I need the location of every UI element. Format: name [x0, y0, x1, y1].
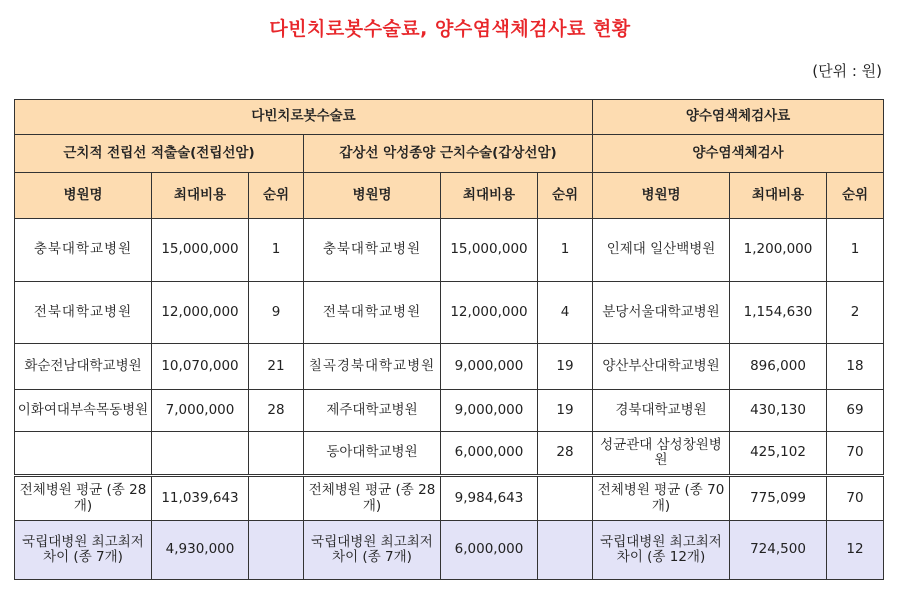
group-header-amnio: 양수염색체검사료 — [593, 100, 884, 135]
col-hospital: 병원명 — [593, 172, 730, 218]
hospital-cell: 이화여대부속목동병원 — [15, 389, 152, 431]
average-value: 775,099 — [730, 475, 827, 520]
hospital-cell: 양산부산대학교병원 — [593, 344, 730, 389]
col-rank: 순위 — [827, 172, 884, 218]
cost-cell: 1,154,630 — [730, 281, 827, 344]
gap-label: 국립대병원 최고최저 차이 (종 12개) — [593, 521, 730, 580]
table-row — [15, 219, 884, 282]
cost-cell: 1,200,000 — [730, 219, 827, 282]
rank-cell: 19 — [538, 344, 593, 389]
gap-label: 국립대병원 최고최저 차이 (종 7개) — [15, 521, 152, 580]
subheader-amnio: 양수염색체검사 — [593, 135, 884, 172]
cost-cell: 896,000 — [730, 344, 827, 389]
average-rank — [538, 475, 593, 520]
rank-cell: 9 — [249, 281, 304, 344]
gap-value: 6,000,000 — [441, 521, 538, 580]
rank-cell: 18 — [827, 344, 884, 389]
rank-cell: 1 — [538, 219, 593, 282]
group-header-robot: 다빈치로봇수술료 — [15, 100, 593, 135]
hospital-cell: 전북대학교병원 — [304, 281, 441, 344]
cost-cell: 10,070,000 — [152, 344, 249, 389]
gap-rank — [538, 521, 593, 580]
rank-cell — [249, 432, 304, 475]
col-hospital: 병원명 — [15, 172, 152, 218]
cost-cell: 7,000,000 — [152, 389, 249, 431]
col-max-cost: 최대비용 — [441, 172, 538, 218]
rank-cell: 19 — [538, 389, 593, 431]
col-max-cost: 최대비용 — [152, 172, 249, 218]
hospital-cell: 칠곡경북대학교병원 — [304, 344, 441, 389]
gap-label: 국립대병원 최고최저 차이 (종 7개) — [304, 521, 441, 580]
rank-cell: 28 — [538, 432, 593, 475]
col-rank: 순위 — [538, 172, 593, 218]
table-row — [15, 432, 884, 475]
cost-cell: 9,000,000 — [441, 344, 538, 389]
cost-cell: 430,130 — [730, 389, 827, 431]
gap-row — [15, 521, 884, 580]
table-row — [15, 281, 884, 344]
rank-cell: 70 — [827, 432, 884, 475]
cost-cell: 12,000,000 — [441, 281, 538, 344]
gap-rank — [249, 521, 304, 580]
average-label: 전체병원 평균 (종 28개) — [15, 475, 152, 520]
table-row — [15, 344, 884, 389]
cost-cell: 12,000,000 — [152, 281, 249, 344]
gap-value: 724,500 — [730, 521, 827, 580]
cost-cell: 425,102 — [730, 432, 827, 475]
cost-cell: 15,000,000 — [152, 219, 249, 282]
hospital-cell: 인제대 일산백병원 — [593, 219, 730, 282]
hospital-cell: 충북대학교병원 — [304, 219, 441, 282]
cost-cell: 6,000,000 — [441, 432, 538, 475]
average-value: 9,984,643 — [441, 475, 538, 520]
cost-cell: 15,000,000 — [441, 219, 538, 282]
page-title: 다빈치로봇수술료, 양수염색체검사료 현황 — [269, 18, 631, 40]
hospital-cell: 충북대학교병원 — [15, 219, 152, 282]
cost-table — [14, 99, 884, 580]
rank-cell: 2 — [827, 281, 884, 344]
col-max-cost: 최대비용 — [730, 172, 827, 218]
hospital-cell: 전북대학교병원 — [15, 281, 152, 344]
hospital-cell: 제주대학교병원 — [304, 389, 441, 431]
col-rank: 순위 — [249, 172, 304, 218]
unit-label: (단위 : 원) — [812, 62, 882, 80]
col-hospital: 병원명 — [304, 172, 441, 218]
rank-cell: 21 — [249, 344, 304, 389]
hospital-cell: 동아대학교병원 — [304, 432, 441, 475]
subheader-thyroid: 갑상선 악성종양 근치수술(갑상선암) — [304, 135, 593, 172]
average-value: 11,039,643 — [152, 475, 249, 520]
hospital-cell: 경북대학교병원 — [593, 389, 730, 431]
gap-count: 12 — [827, 521, 884, 580]
hospital-cell — [15, 432, 152, 475]
subheader-prostate: 근치적 전립선 적출술(전립선암) — [15, 135, 304, 172]
gap-value: 4,930,000 — [152, 521, 249, 580]
table-row — [15, 389, 884, 431]
rank-cell: 4 — [538, 281, 593, 344]
average-label: 전체병원 평균 (종 28개) — [304, 475, 441, 520]
average-count: 70 — [827, 475, 884, 520]
average-row — [15, 475, 884, 520]
hospital-cell: 화순전남대학교병원 — [15, 344, 152, 389]
rank-cell: 28 — [249, 389, 304, 431]
cost-cell — [152, 432, 249, 475]
cost-cell: 9,000,000 — [441, 389, 538, 431]
average-label: 전체병원 평균 (종 70개) — [593, 475, 730, 520]
rank-cell: 1 — [827, 219, 884, 282]
average-rank — [249, 475, 304, 520]
rank-cell: 69 — [827, 389, 884, 431]
hospital-cell: 분당서울대학교병원 — [593, 281, 730, 344]
hospital-cell: 성균관대 삼성창원병원 — [593, 432, 730, 475]
rank-cell: 1 — [249, 219, 304, 282]
